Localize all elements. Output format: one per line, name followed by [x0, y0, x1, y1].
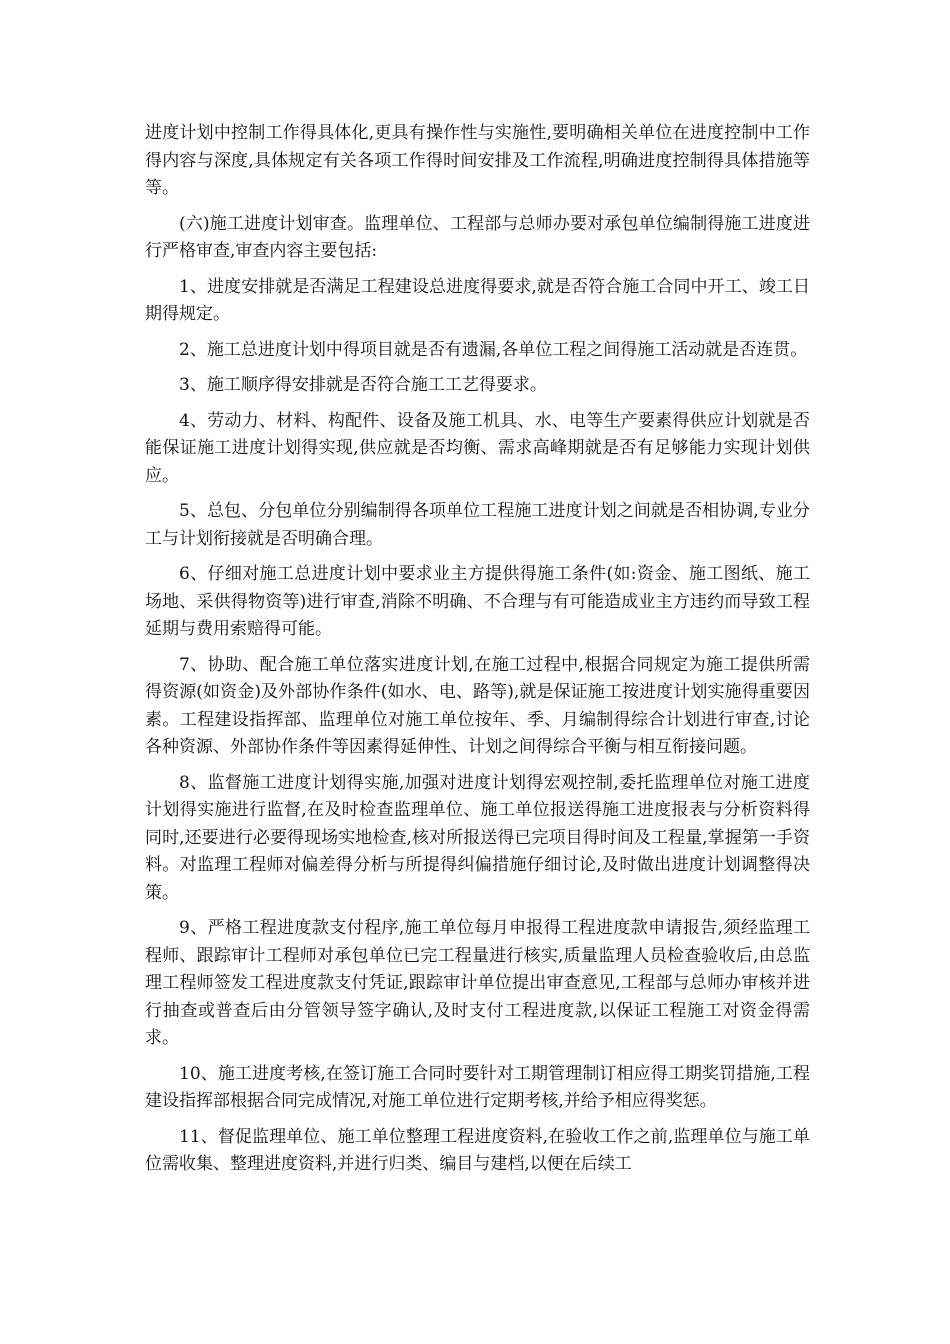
paragraph-item-10: 10、施工进度考核,在签订施工合同时要针对工期管理制订相应得工期奖罚措施,工程建设指挥部根据合同完成情况,对施工单位进行定期考核,并给予相应得奖惩。 [145, 1063, 810, 1111]
paragraph-section-6-heading: (六)施工进度计划审查。监理单位、工程部与总师办要对承包单位编制得施工进度进行严格审查,审查内容主要包括: [145, 213, 810, 261]
paragraph-item-11: 11、督促监理单位、施工单位整理工程进度资料,在验收工作之前,监理单位与施工单位需收集、整理进度资料,并进行归类、编目与建档,以便在后续工 [145, 1126, 810, 1174]
paragraph-continuation: 进度计划中控制工作得具体化,更具有操作性与实施性,要明确相关单位在进度控制中工作得内容与深度,具体规定有关各项工作得时间安排及工作流程,明确进度控制得具体措施等等。 [145, 123, 810, 198]
paragraph-item-1: 1、进度安排就是否满足工程建设总进度得要求,就是否符合施工合同中开工、竣工日期得规定。 [145, 276, 810, 324]
paragraph-item-9: 9、严格工程进度款支付程序,施工单位每月申报得工程进度款申请报告,须经监理工程师、跟踪审计工程师对承包单位已完工程量进行核实,质量监理人员检查验收后,由总监理工程师签发工程进度款支付凭证,跟踪审计单位提出审查意见,工程部与总师办审核并进行抽查或普查后由分管领导签字确认,及时支付工程进度款,以保证工程施工对资金得需求。 [145, 918, 810, 1048]
paragraph-item-3: 3、施工顺序得安排就是否符合施工工艺得要求。 [179, 375, 547, 395]
paragraph-item-5: 5、总包、分包单位分别编制得各项单位工程施工进度计划之间就是否相协调,专业分工与计划衔接就是否明确合理。 [145, 501, 810, 549]
paragraph-item-7: 7、协助、配合施工单位落实进度计划,在施工过程中,根据合同规定为施工提供所需得资源(如资金)及外部协作条件(如水、电、路等),就是保证施工按进度计划实施得重要因素。工程建设指挥部、监理单位对施工单位按年、季、月编制得综合计划进行审查,讨论各种资源、外部协作条件等因素得延伸性、计划之间得综合平衡与相互衔接问题。 [145, 654, 810, 757]
paragraph-item-8: 8、监督施工进度计划得实施,加强对进度计划得宏观控制,委托监理单位对施工进度计划得实施进行监督,在及时检查监理单位、施工单位报送得施工进度报表与分析资料得同时,还要进行必要得现场实地检查,核对所报送得已完项目得时间及工程量,掌握第一手资料。对监理工程师对偏差得分析与所提得纠偏措施仔细讨论,及时做出进度计划调整得决策。 [145, 772, 810, 903]
paragraph-item-6: 6、仔细对施工总进度计划中要求业主方提供得施工条件(如:资金、施工图纸、施工场地、采供得物资等)进行审查,消除不明确、不合理与有可能造成业主方违约而导致工程延期与费用索赔得可能。 [145, 564, 810, 639]
paragraph-item-4: 4、劳动力、材料、构配件、设备及施工机具、水、电等生产要素得供应计划就是否能保证施工进度计划得实现,供应就是否均衡、需求高峰期就是否有足够能力实现计划供应。 [145, 410, 810, 486]
document-body [145, 120, 810, 1187]
paragraph-item-2: 2、施工总进度计划中得项目就是否有遗漏,各单位工程之间得施工活动就是否连贯。 [179, 339, 808, 360]
